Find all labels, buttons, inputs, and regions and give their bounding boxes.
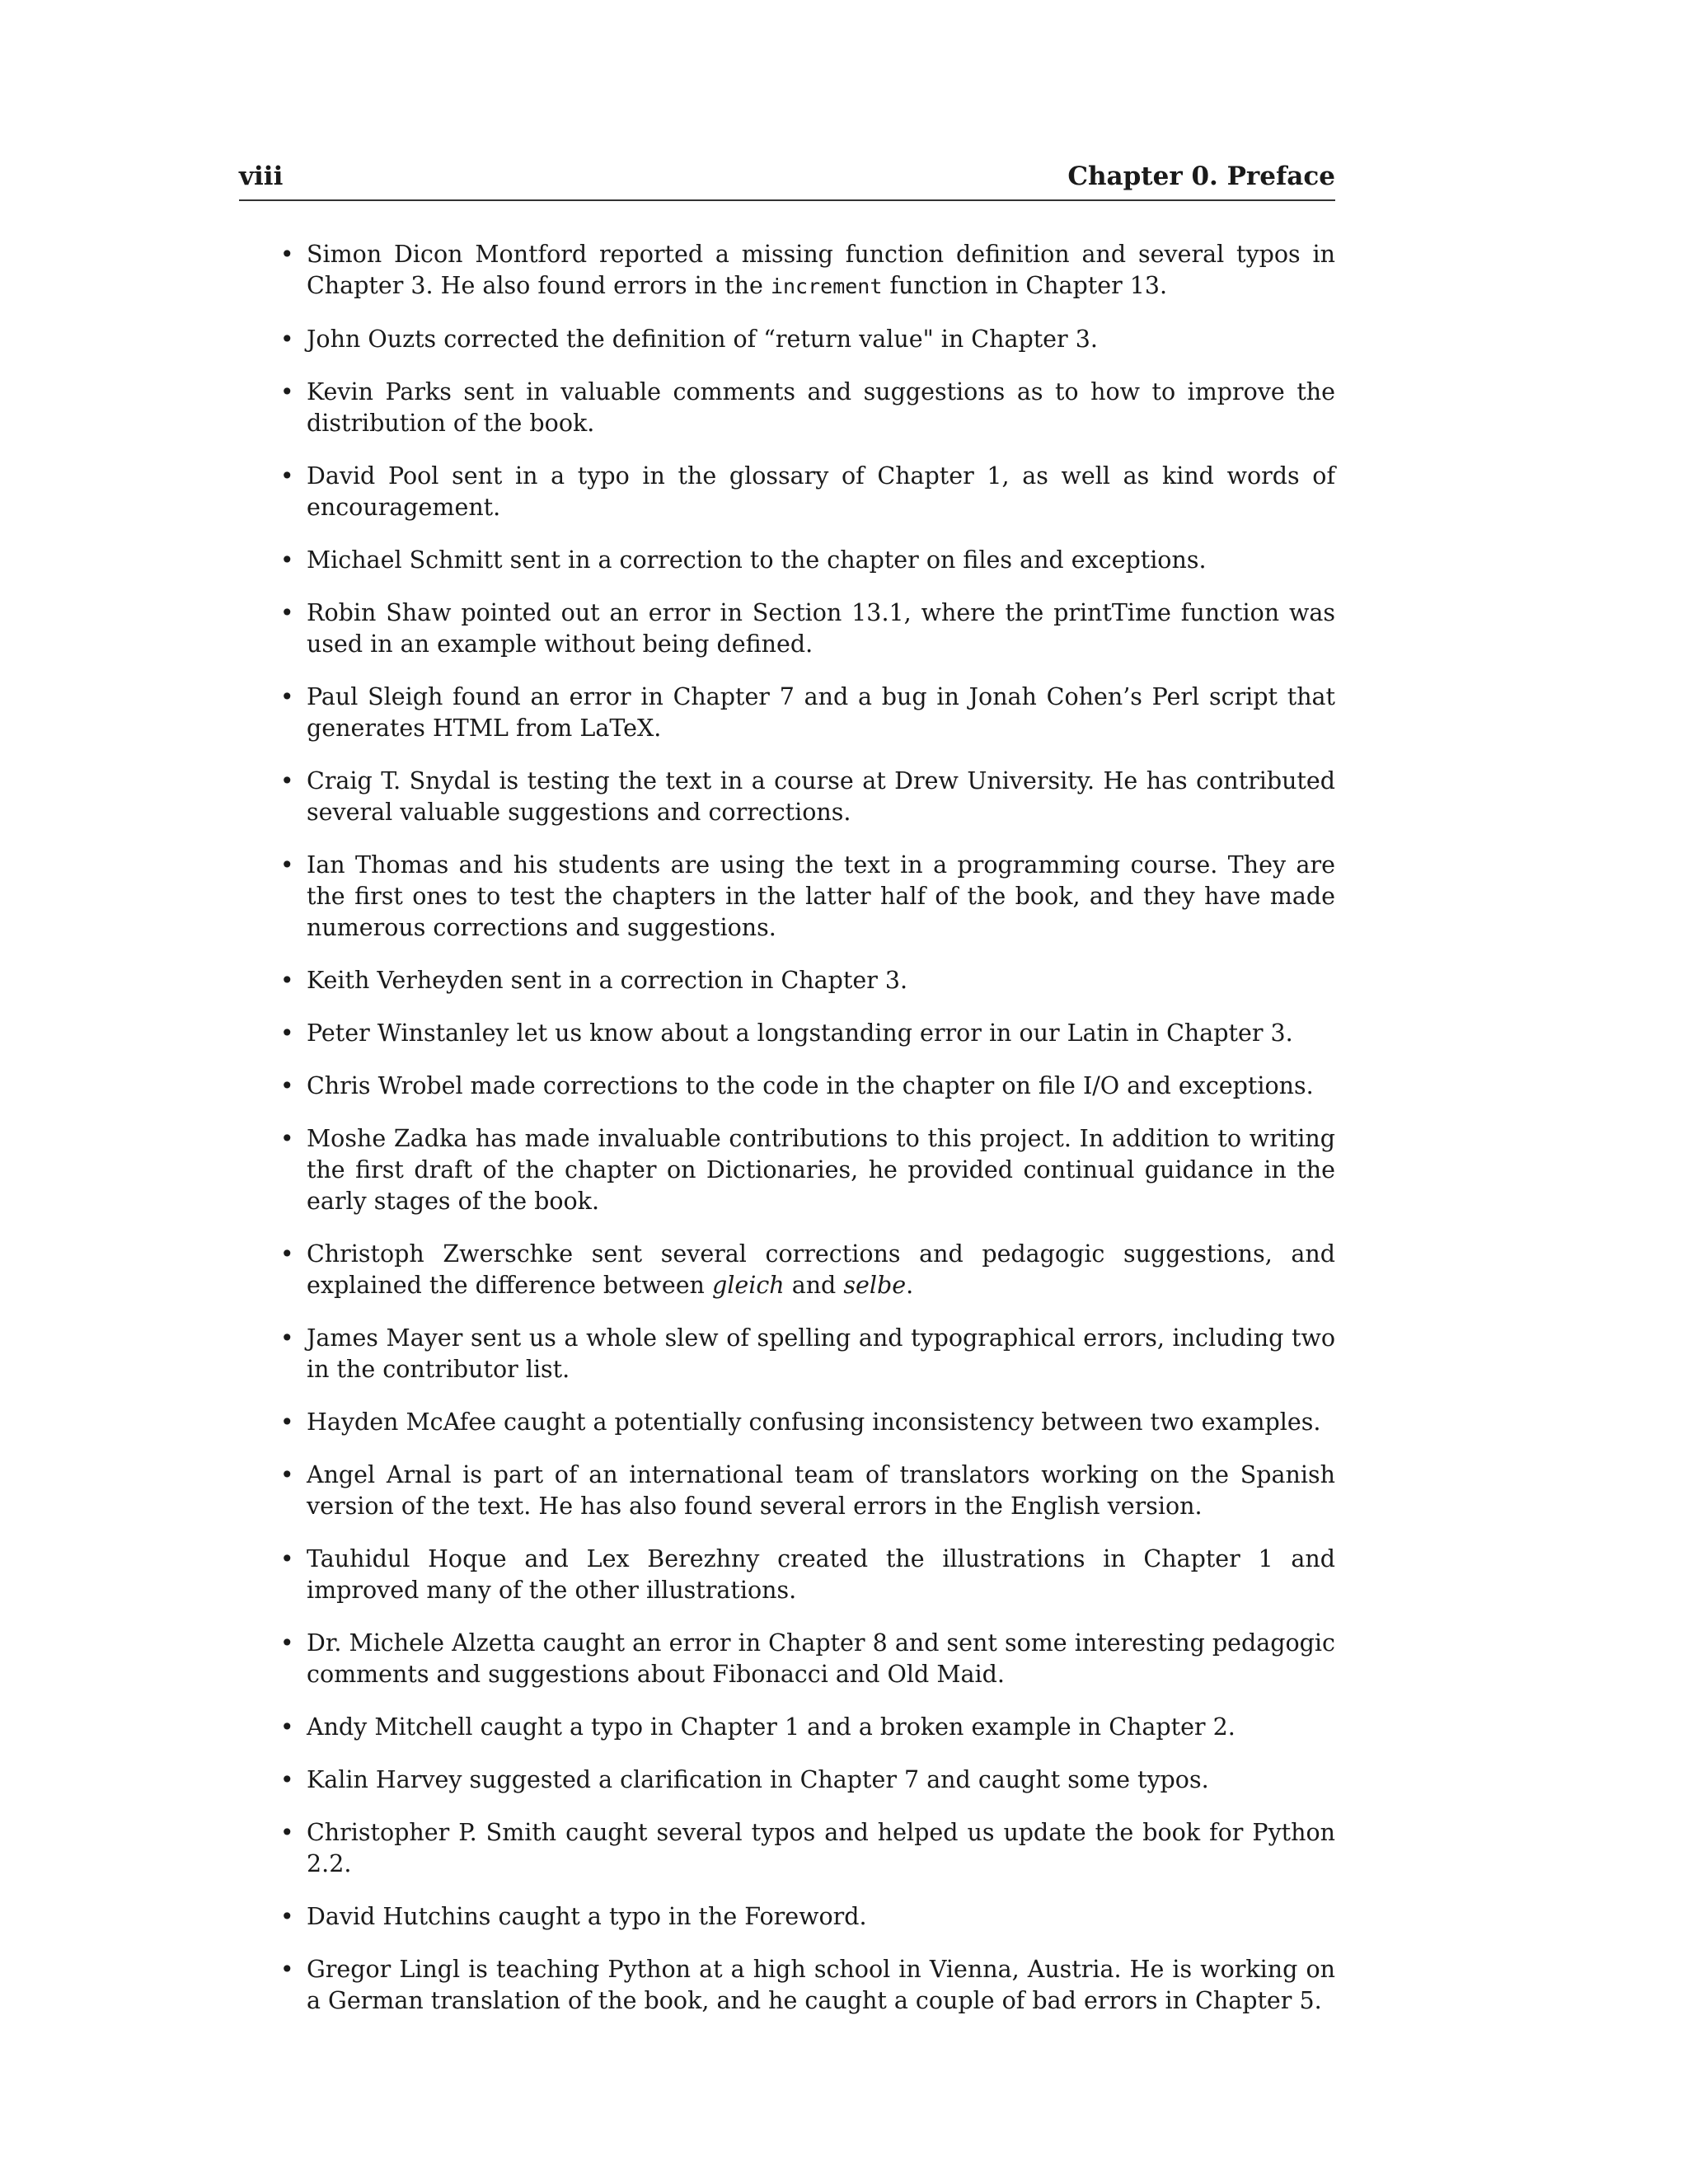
entry-text: Tauhidul Hoque and Lex Berezhny created the illustrations in Chapter 1 and improved many of the other illustrations. <box>307 1545 1335 1604</box>
entry-text: Ian Thomas and his students are using the text in a programming course. They are the first ones to test the chapters in the latter half of the book, and they have made numerous corrections and suggestions. <box>307 851 1335 941</box>
bullet-icon: • <box>280 599 294 626</box>
list-item <box>239 1407 1335 1438</box>
bullet-icon: • <box>280 1461 294 1488</box>
entry-text: Kalin Harvey suggested a clarification in Chapter 7 and caught some typos. <box>307 1766 1209 1793</box>
bullet-icon: • <box>280 851 294 879</box>
list-item <box>239 1071 1335 1102</box>
entry-text: Michael Schmitt sent in a correction to the chapter on files and exceptions. <box>307 546 1207 574</box>
list-item <box>239 1123 1335 1217</box>
list-item <box>239 1628 1335 1690</box>
emphasis-term: selbe <box>843 1272 907 1299</box>
bullet-icon: • <box>280 1819 294 1846</box>
entry-text: John Ouzts corrected the definition of “return value" in Chapter 3. <box>307 326 1098 353</box>
bullet-icon: • <box>280 1072 294 1099</box>
bullet-icon: • <box>280 1956 294 1983</box>
bullet-icon: • <box>280 1125 294 1152</box>
entry-text: Paul Sleigh found an error in Chapter 7 and a bug in Jonah Cohen’s Perl script that generates HTML from LaTeX. <box>307 683 1335 742</box>
entry-text: Keith Verheyden sent in a correction in Chapter 3. <box>307 967 908 994</box>
entry-text: Andy Mitchell caught a typo in Chapter 1 and a broken example in Chapter 2. <box>307 1713 1236 1741</box>
entry-text: Christoph Zwerschke sent several corrections and pedagogic suggestions, and explained the difference between <box>307 1240 1335 1299</box>
entry-text: Hayden McAfee caught a potentially confusing inconsistency between two examples. <box>307 1408 1321 1436</box>
list-item <box>239 1954 1335 2017</box>
entry-text: Chris Wrobel made corrections to the code in the chapter on file I/O and exceptions. <box>307 1072 1314 1099</box>
list-item <box>239 1817 1335 1880</box>
list-item <box>239 682 1335 744</box>
entry-text: Peter Winstanley let us know about a longstanding error in our Latin in Chapter 3. <box>307 1019 1293 1047</box>
bullet-icon: • <box>280 1408 294 1436</box>
list-item <box>239 1901 1335 1933</box>
entry-text: and <box>784 1272 844 1299</box>
list-item <box>239 377 1335 439</box>
bullet-icon: • <box>280 1240 294 1268</box>
list-item <box>239 1018 1335 1049</box>
list-item <box>239 545 1335 576</box>
list-item <box>239 239 1335 302</box>
entry-text: Dr. Michele Alzetta caught an error in Chapter 8 and sent some interesting pedagogic comments and suggestions about Fibonacci and Old Maid. <box>307 1629 1335 1688</box>
entry-text: function in Chapter 13. <box>882 272 1168 299</box>
list-item <box>239 1712 1335 1743</box>
entry-text: David Hutchins caught a typo in the Foreword. <box>307 1903 867 1930</box>
entry-text: Kevin Parks sent in valuable comments and suggestions as to how to improve the distribution of the book. <box>307 378 1335 437</box>
bullet-icon: • <box>280 1629 294 1657</box>
list-item <box>239 461 1335 523</box>
bullet-icon: • <box>280 1713 294 1741</box>
bullet-icon: • <box>280 1766 294 1793</box>
list-item <box>239 850 1335 944</box>
list-item <box>239 1460 1335 1522</box>
bullet-icon: • <box>280 1545 294 1572</box>
page-number: viii <box>239 162 284 191</box>
bullet-icon: • <box>280 1324 294 1352</box>
bullet-icon: • <box>280 767 294 794</box>
contributor-list <box>239 239 1335 2038</box>
entry-text: Gregor Lingl is teaching Python at a high school in Vienna, Austria. He is working on a German translation of the book, and he caught a couple of bad errors in Chapter 5. <box>307 1956 1335 2014</box>
entry-text: Moshe Zadka has made invaluable contributions to this project. In addition to writing the first draft of the chapter on Dictionaries, he provided continual guidance in the early stages of the book. <box>307 1125 1335 1215</box>
entry-text: Angel Arnal is part of an international team of translators working on the Spanish version of the text. He has also found several errors in the English version. <box>307 1461 1335 1520</box>
emphasis-term: gleich <box>711 1272 785 1299</box>
entry-text: David Pool sent in a typo in the glossary of Chapter 1, as well as kind words of encouragement. <box>307 462 1335 521</box>
chapter-title: Chapter 0. Preface <box>1067 162 1335 191</box>
bullet-icon: • <box>280 378 294 405</box>
list-item <box>239 324 1335 355</box>
list-item <box>239 766 1335 828</box>
entry-text: Craig T. Snydal is testing the text in a course at Drew University. He has contributed several valuable suggestions and corrections. <box>307 767 1335 826</box>
list-item <box>239 1765 1335 1796</box>
list-item <box>239 1239 1335 1301</box>
entry-text: . <box>906 1272 914 1299</box>
bullet-icon: • <box>280 1019 294 1047</box>
bullet-icon: • <box>280 683 294 710</box>
list-item <box>239 965 1335 996</box>
entry-text: Simon Dicon Montford reported a missing function definition and several typos in Chapter 3. He also found errors in the <box>307 241 1335 299</box>
running-head <box>239 162 1335 201</box>
bullet-icon: • <box>280 967 294 994</box>
bullet-icon: • <box>280 326 294 353</box>
entry-text: James Mayer sent us a whole slew of spelling and typographical errors, including two in the contributor list. <box>307 1324 1335 1383</box>
bullet-icon: • <box>280 241 294 268</box>
entry-text: Robin Shaw pointed out an error in Section 13.1, where the printTime function was used in an example without being defined. <box>307 599 1335 658</box>
code-term: increment <box>770 274 883 298</box>
list-item <box>239 1544 1335 1606</box>
list-item <box>239 1323 1335 1385</box>
bullet-icon: • <box>280 546 294 574</box>
bullet-icon: • <box>280 462 294 490</box>
entry-text: Christopher P. Smith caught several typos and helped us update the book for Python 2.2. <box>307 1819 1335 1877</box>
bullet-icon: • <box>280 1903 294 1930</box>
list-item <box>239 598 1335 660</box>
